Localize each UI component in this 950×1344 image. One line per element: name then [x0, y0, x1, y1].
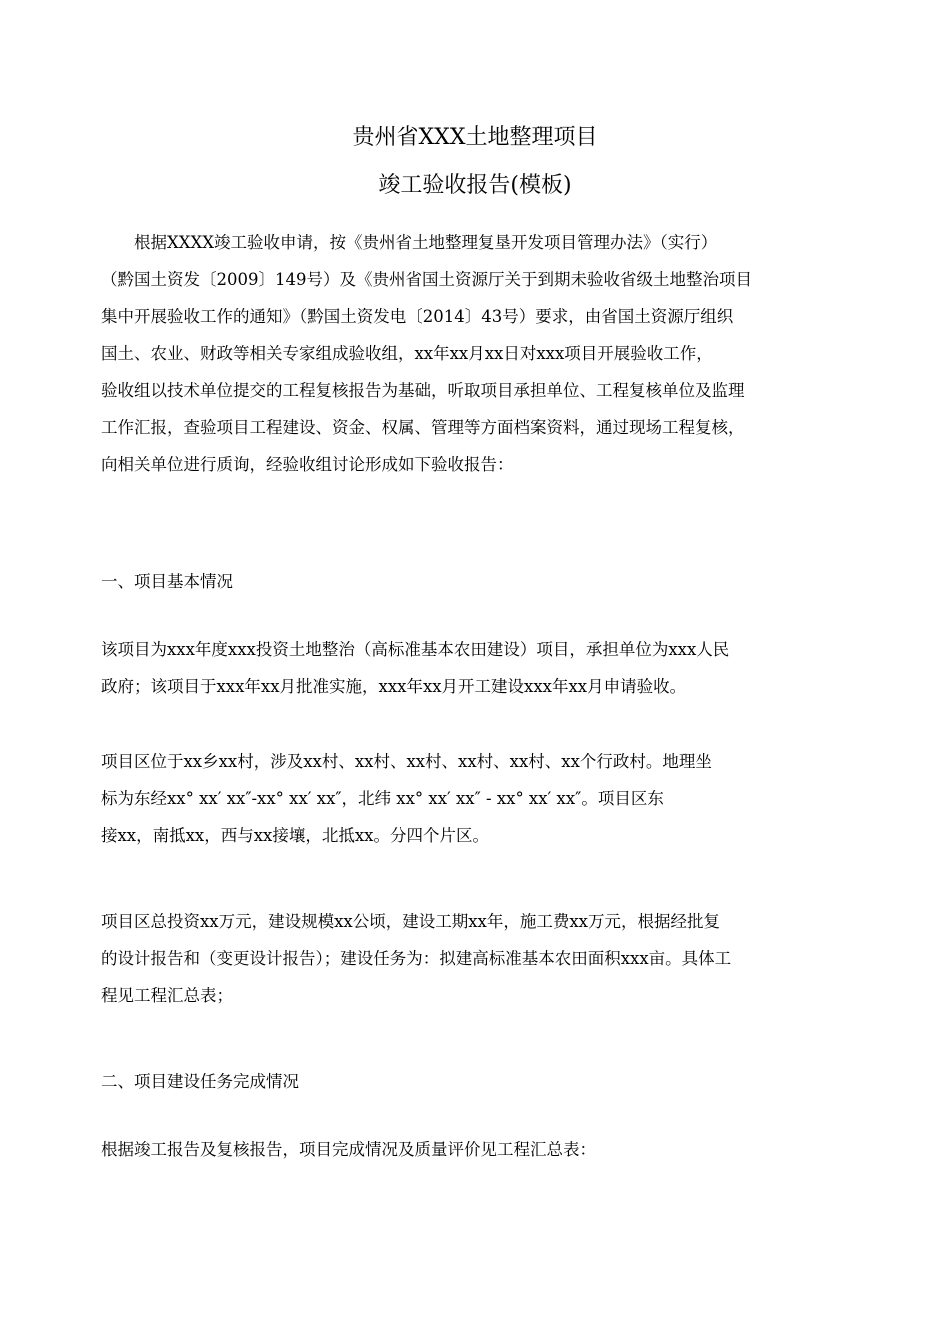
text-line: 该项目为xxx年度xxx投资土地整治（高标准基本农田建设）项目，承担单位为xxx人民 — [101, 640, 730, 659]
text-line: 根据竣工报告及复核报告，项目完成情况及质量评价见工程汇总表： — [101, 1140, 596, 1159]
text-line: 工作汇报，查验项目工程建设、资金、权属、管理等方面档案资料，通过现场工程复核， — [101, 418, 745, 437]
text-line: 集中开展验收工作的通知》（黔国土资发电〔2014〕43号）要求，由省国土资源厅组织 — [101, 307, 734, 326]
text-line: 验收组以技术单位提交的工程复核报告为基础，听取项目承担单位、工程复核单位及监理 — [101, 381, 745, 400]
section-heading-basic-info — [101, 563, 853, 600]
document-subtitle: 竣工验收报告(模板) — [378, 173, 572, 198]
project-investment-paragraph — [101, 903, 853, 1014]
text-line: 政府；该项目于xxx年xx月批准实施，xxx年xx月开工建设xxx年xx月申请验收。 — [101, 677, 687, 696]
section-heading-completion — [101, 1063, 853, 1100]
text-line: 程见工程汇总表； — [101, 986, 233, 1005]
project-location-paragraph — [101, 743, 853, 854]
text-line: 的设计报告和（变更设计报告）；建设任务为：拟建高标准基本农田面积xxx亩。具体工 — [101, 949, 732, 968]
text-line: 根据XXXX竣工验收申请，按《贵州省土地整理复垦开发项目管理办法》（实行） — [101, 233, 718, 252]
text-line: （黔国土资发〔2009〕149号）及《贵州省国土资源厅关于到期未验收省级土地整治项目 — [101, 270, 752, 289]
text-line: 向相关单位进行质询，经验收组讨论形成如下验收报告： — [101, 455, 514, 474]
completion-paragraph — [101, 1131, 853, 1168]
project-overview-paragraph — [101, 631, 853, 705]
document-title: 贵州省XXX土地整理项目 — [352, 125, 598, 150]
text-line: 标为东经xx° xx′ xx″-xx° xx′ xx″，北纬 xx° xx′ xx″ - xx° xx′ xx″。项目区东 — [101, 789, 664, 808]
section-heading-text: 二、项目建设任务完成情况 — [101, 1072, 299, 1091]
text-line: 接xx，南抵xx，西与xx接壤，北抵xx。分四个片区。 — [101, 826, 489, 845]
text-line: 国土、农业、财政等相关专家组成验收组，xx年xx月xx日对xxx项目开展验收工作， — [101, 344, 713, 363]
intro-paragraph — [101, 224, 853, 483]
text-line: 项目区位于xx乡xx村，涉及xx村、xx村、xx村、xx村、xx村、xx个行政村。地理坐 — [101, 752, 712, 771]
text-line: 项目区总投资xx万元，建设规模xx公顷，建设工期xx年，施工费xx万元，根据经批复 — [101, 912, 720, 931]
section-heading-text: 一、项目基本情况 — [101, 572, 233, 591]
